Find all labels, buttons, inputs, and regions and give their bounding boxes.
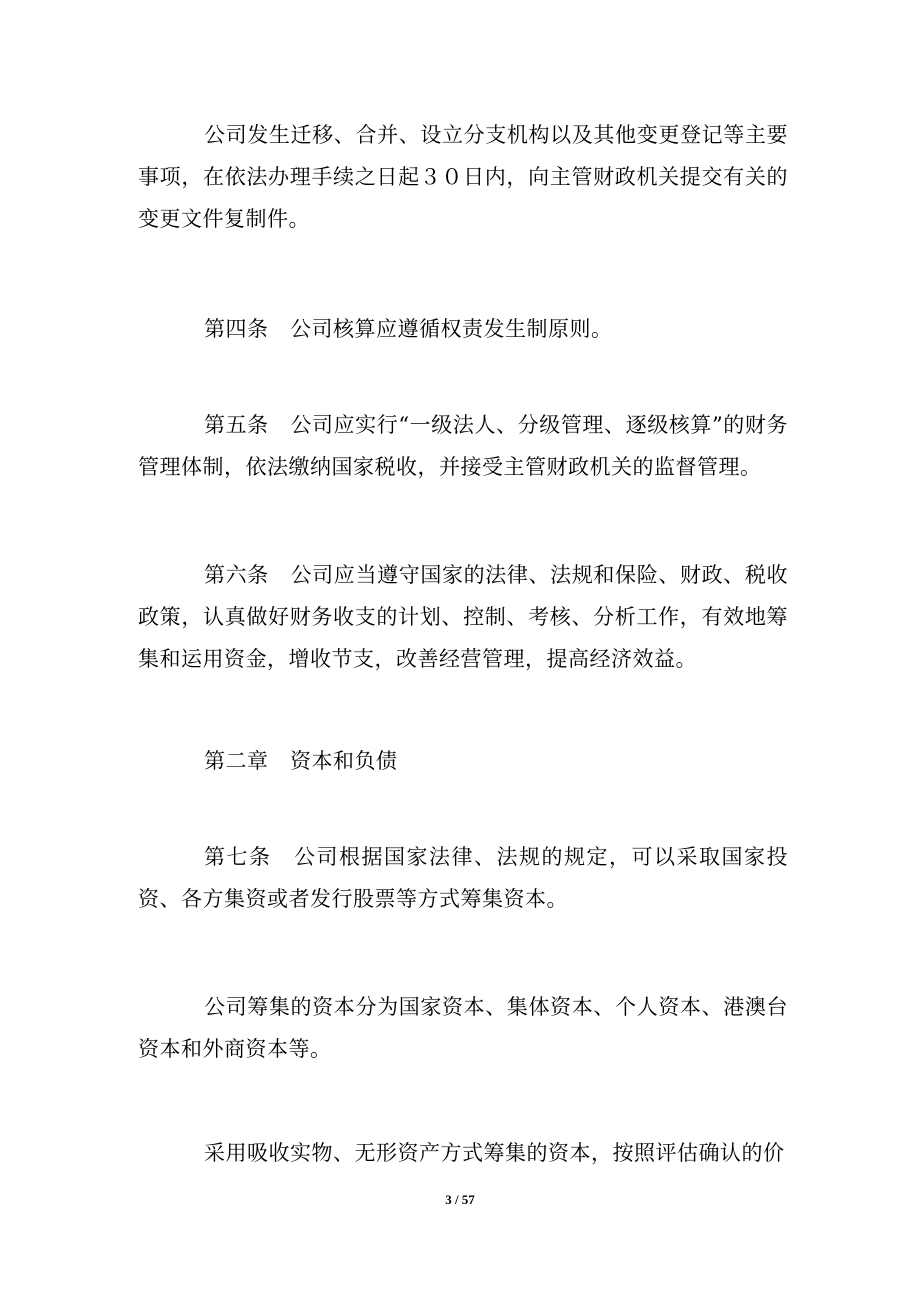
paragraph-article-5: 第五条 公司应实行“一级法人、分级管理、逐级核算”的财务管理体制，依法缴纳国家税收，并接受主管财政机关的监督管理。 [138,413,788,479]
page-number: 3 / 57 [445,1192,475,1207]
paragraph-article-4: 第四条 公司核算应遵循权责发生制原则。 [204,317,613,341]
paragraph-asset-capital: 采用吸收实物、无形资产方式筹集的资本，按照评估确认的价 [204,1141,785,1165]
paragraph-capital-types: 公司筹集的资本分为国家资本、集体资本、个人资本、港澳台资本和外商资本等。 [138,995,788,1061]
paragraph-article-6: 第六条 公司应当遵守国家的法律、法规和保险、财政、税收政策，认真做好财务收支的计划、控制、考核、分析工作，有效地筹集和运用资金，增收节支，改善经营管理，提高经济效益。 [138,563,788,671]
paragraph-article-7: 第七条 公司根据国家法律、法规的规定，可以采取国家投资、各方集资或者发行股票等方式筹集资本。 [138,845,788,911]
paragraph-change-registration: 公司发生迁移、合并、设立分支机构以及其他变更登记等主要事项，在依法办理手续之日起３０日内，向主管财政机关提交有关的变更文件复制件。 [138,123,788,231]
chapter-heading: 第二章 资本和负债 [204,749,398,773]
